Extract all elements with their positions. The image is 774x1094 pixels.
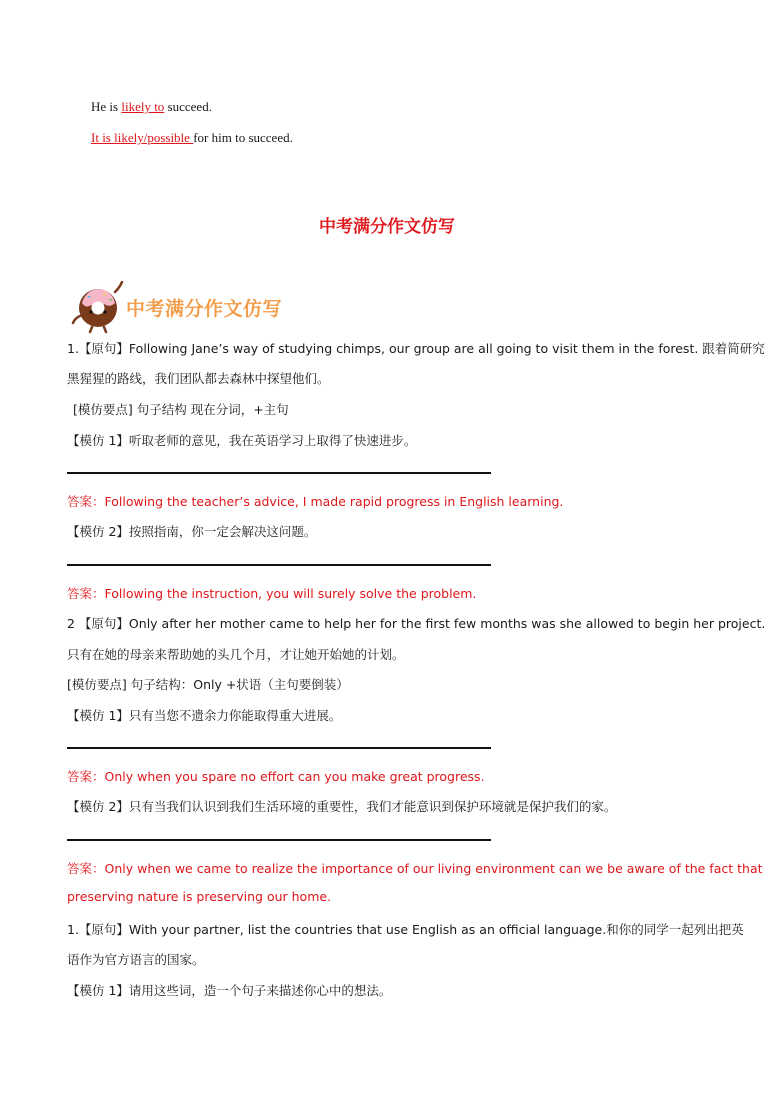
q3-imitation-1: 【模仿 1】请用这些词，造一个句子来描述你心中的想法。 xyxy=(67,983,392,998)
q1-imitation-points: [模仿要点] 句子结构 现在分词，+主句 xyxy=(73,402,289,417)
q2-imitation-2: 【模仿 2】只有当我们认识到我们生活环境的重要性，我们才能意识到保护环境就是保护我们的家。 xyxy=(67,799,617,814)
q1-imitation-2: 【模仿 2】按照指南，你一定会解决这问题。 xyxy=(67,524,317,539)
q2-answer-2-line1: 答案：Only when we came to realize the importance of our living environment can we be aware of the fact that xyxy=(67,861,763,876)
example-text: He is xyxy=(91,99,122,114)
example-text: succeed. xyxy=(164,99,212,114)
donut-mascot-icon xyxy=(70,278,126,334)
example-line-1 xyxy=(91,99,212,115)
example-text: for him to succeed. xyxy=(193,130,293,145)
example-highlight: likely to xyxy=(121,99,165,114)
q1-original-line2: 黑猩猩的路线，我们团队都去森林中探望他们。 xyxy=(67,371,330,386)
q3-original-line1: 1.【原句】With your partner, list the countries that use English as an official language.和你的同学一起列出把英 xyxy=(67,922,744,937)
q2-imitation-points: [模仿要点] 句子结构：Only +状语（主句要倒装） xyxy=(67,677,349,692)
example-highlight: It is likely/possible xyxy=(91,130,194,145)
answer-blank-line xyxy=(67,564,491,566)
section-header-text: 中考满分作文仿写 xyxy=(126,298,283,320)
answer-blank-line xyxy=(67,839,491,841)
answer-blank-line xyxy=(67,747,491,749)
q1-original-line1: 1.【原句】Following Jane’s way of studying chimps, our group are all going to visit them in the forest. 跟着简研究 xyxy=(67,341,765,356)
q2-original-line1: 2 【原句】Only after her mother came to help her for the first few months was she allowed to begin her project. xyxy=(67,616,766,631)
example-line-2 xyxy=(91,130,293,146)
q2-answer-1: 答案：Only when you spare no effort can you make great progress. xyxy=(67,769,485,784)
q1-answer-1: 答案：Following the teacher’s advice, I made rapid progress in English learning. xyxy=(67,494,564,509)
q3-original-line2: 语作为官方语言的国家。 xyxy=(67,952,205,967)
q2-imitation-1: 【模仿 1】只有当您不遗余力你能取得重大进展。 xyxy=(67,708,342,723)
q1-answer-2: 答案：Following the instruction, you will surely solve the problem. xyxy=(67,586,477,601)
section-header xyxy=(70,278,290,334)
q2-answer-2-line2: preserving nature is preserving our home. xyxy=(67,889,332,904)
q1-imitation-1: 【模仿 1】听取老师的意见，我在英语学习上取得了快速进步。 xyxy=(67,433,417,448)
page-title: 中考满分作文仿写 xyxy=(319,217,455,237)
q2-original-line2: 只有在她的母亲来帮助她的头几个月，才让她开始她的计划。 xyxy=(67,647,405,662)
answer-blank-line xyxy=(67,472,491,474)
